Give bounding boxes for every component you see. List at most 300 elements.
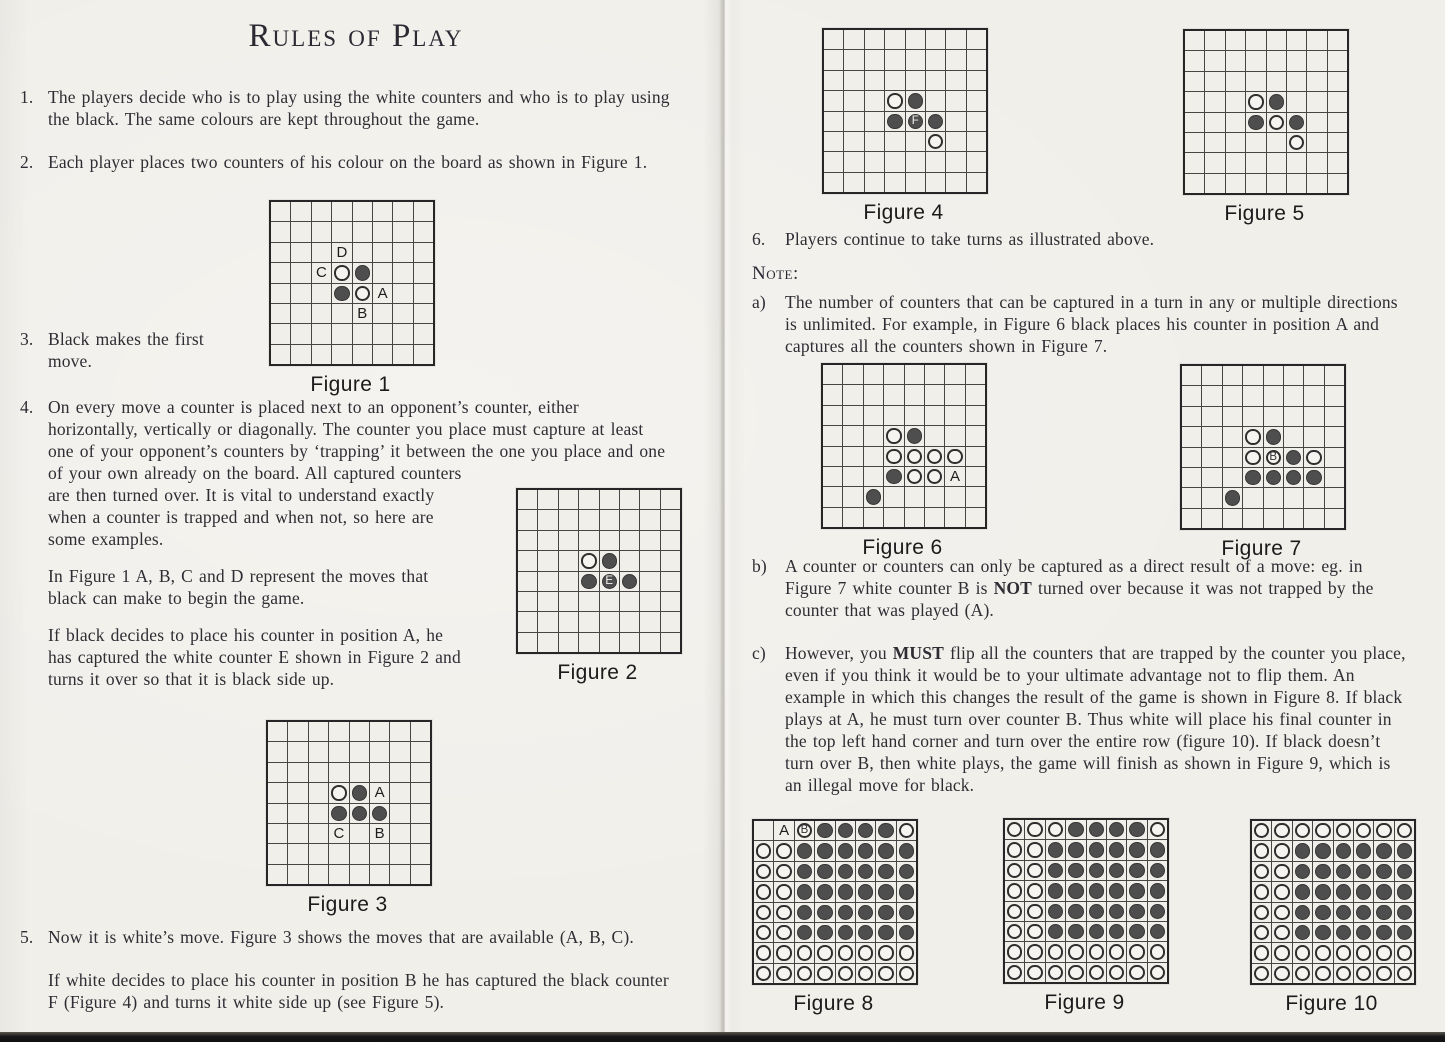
board-cell: [1246, 153, 1265, 172]
board-cell: [1313, 923, 1332, 942]
board-cell: [1252, 841, 1271, 860]
board-cell: [856, 841, 875, 860]
board-cell: [373, 284, 392, 303]
board-cell: [864, 508, 883, 527]
board-cell: [1307, 72, 1326, 91]
board-cell: [966, 385, 985, 404]
board-cell: [353, 202, 372, 221]
board-cell: [271, 222, 290, 241]
board-cell: [1307, 113, 1326, 132]
black-counter: [878, 823, 894, 839]
board-cell: [1313, 964, 1332, 983]
board-cell: [332, 345, 351, 364]
board-cell: [885, 132, 904, 151]
white-counter: [1269, 115, 1285, 131]
board-cell: [1307, 153, 1326, 172]
black-counter: [1048, 863, 1064, 879]
board-cell: [350, 722, 369, 741]
board-cell: [268, 783, 287, 802]
board-cell: [864, 467, 883, 486]
figure-2: [516, 488, 679, 685]
white-counter: [1150, 822, 1166, 838]
rule-item-2: [20, 151, 660, 173]
white-counter: [858, 966, 874, 982]
board-cell: [1374, 841, 1393, 860]
board-cell: [390, 783, 409, 802]
board-cell: [836, 964, 855, 983]
board-cell: [945, 406, 964, 425]
rule-2-number: 2.: [20, 152, 34, 172]
board-cell: [268, 804, 287, 823]
board-cell: [1325, 427, 1344, 446]
board-cell: [926, 152, 945, 171]
board-cell: [353, 263, 372, 282]
board-cell: [1182, 427, 1201, 446]
board-cell: [925, 426, 944, 445]
white-counter: [928, 134, 944, 150]
board-cell: [1205, 133, 1224, 152]
board-cell: [268, 844, 287, 863]
board-cell: [945, 467, 964, 486]
board-cell: [774, 821, 793, 840]
board-cell: [836, 862, 855, 881]
white-counter: [1027, 863, 1043, 879]
board-cell: [795, 841, 814, 860]
rule-item-5: [20, 926, 720, 948]
white-counter: [1356, 966, 1372, 982]
board-cell: [518, 572, 537, 591]
board-cell: [1267, 174, 1286, 193]
figure-7-board: [1180, 364, 1346, 530]
black-counter: [1286, 450, 1302, 466]
board-cell: [1185, 51, 1204, 70]
board-cell: [1313, 943, 1332, 962]
board-cell: [925, 487, 944, 506]
board-cell: [1148, 881, 1167, 900]
black-counter: [1356, 843, 1372, 859]
board-cell: [774, 841, 793, 860]
board-cell: [579, 572, 598, 591]
figure-2-caption: Figure 2: [557, 661, 638, 685]
black-counter: [838, 843, 854, 859]
board-cell: [1272, 862, 1291, 881]
board-cell: [1127, 942, 1146, 961]
board-cell: [885, 30, 904, 49]
black-counter: [1306, 470, 1322, 486]
rule-1-text: The players decide who is to play using the white counters and who is to play using the black. The same colours are kept throughout the game.: [48, 87, 670, 129]
board-cell: [824, 91, 843, 110]
board-cell: [353, 324, 372, 343]
board-cell: [1182, 448, 1201, 467]
board-cell: [291, 345, 310, 364]
board-cell: [1066, 840, 1085, 859]
black-counter: [817, 905, 833, 921]
board-cell: [1066, 902, 1085, 921]
board-cell: [1307, 92, 1326, 111]
board-cell: [1354, 964, 1373, 983]
board-cell: [1267, 31, 1286, 50]
board-cell: [884, 447, 903, 466]
board-cell: [353, 345, 372, 364]
board-cell: [291, 324, 310, 343]
board-cell: [1293, 841, 1312, 860]
board-cell: [329, 763, 348, 782]
board-cell: [309, 763, 328, 782]
board-cell: [823, 467, 842, 486]
black-counter: [797, 884, 813, 900]
note-a-text: The number of counters that can be captured in a turn in any or multiple directions is unlimited. For example, in Figure 6 black places his counter in position A and captures all the counters shown in Figure 7.: [785, 292, 1398, 356]
board-cell: [1284, 427, 1303, 446]
black-counter: [838, 823, 854, 839]
white-counter: [1007, 822, 1023, 838]
board-cell: [1185, 113, 1204, 132]
board-cell: [268, 722, 287, 741]
board-cell: [1243, 468, 1262, 487]
board-cell: [754, 821, 773, 840]
board-cell: [885, 173, 904, 192]
black-counter: [817, 843, 833, 859]
board-cell: [332, 324, 351, 343]
black-counter: [1295, 925, 1311, 941]
board-cell: [856, 821, 875, 840]
board-cell: [1395, 841, 1414, 860]
white-counter: [1027, 904, 1043, 920]
board-cell: [559, 633, 578, 652]
board-cell: [815, 821, 834, 840]
board-cell: [1087, 881, 1106, 900]
board-cell: [1185, 31, 1204, 50]
board-cell: [1243, 407, 1262, 426]
white-counter: [1274, 884, 1290, 900]
board-cell: [946, 173, 965, 192]
board-cell: [350, 865, 369, 884]
board-cell: [1148, 840, 1167, 859]
board-cell: [1313, 841, 1332, 860]
board-cell: [844, 112, 863, 131]
board-cell: [579, 551, 598, 570]
board-cell: [824, 112, 843, 131]
board-cell: [332, 263, 351, 282]
board-cell: [312, 284, 331, 303]
board-cell: [815, 903, 834, 922]
white-counter: [838, 966, 854, 982]
figure-9-board: [1003, 818, 1169, 984]
board-cell: [1246, 51, 1265, 70]
white-counter: [1376, 966, 1392, 982]
board-cell: [774, 923, 793, 942]
board-cell: [393, 304, 412, 323]
board-cell: [288, 763, 307, 782]
board-cell: [1252, 821, 1271, 840]
board-cell: [1025, 881, 1044, 900]
black-counter: [858, 843, 874, 859]
board-cell: [926, 173, 945, 192]
board-cell: [1246, 113, 1265, 132]
black-counter: [878, 884, 894, 900]
board-cell: [906, 71, 925, 90]
black-counter: [899, 905, 915, 921]
white-counter: [1027, 842, 1043, 858]
board-cell: [1284, 407, 1303, 426]
board-cell: [329, 783, 348, 802]
board-cell: [1223, 509, 1242, 528]
white-counter: [1397, 966, 1413, 982]
board-cell: [309, 783, 328, 802]
board-cell: [1252, 903, 1271, 922]
board-cell: [579, 633, 598, 652]
white-counter: [1274, 925, 1290, 941]
board-cell: [309, 824, 328, 843]
board-cell: [795, 903, 814, 922]
black-counter: [1068, 924, 1084, 940]
white-counter: [1089, 944, 1105, 960]
board-cell: [1354, 821, 1373, 840]
white-counter: [1027, 883, 1043, 899]
board-cell: [1395, 964, 1414, 983]
board-cell: [1243, 366, 1262, 385]
black-counter: [1376, 905, 1392, 921]
black-counter: [1089, 904, 1105, 920]
black-counter: [858, 884, 874, 900]
board-cell: [754, 841, 773, 860]
board-cell: [620, 531, 639, 550]
white-counter: [1315, 966, 1331, 982]
board-cell: [1354, 903, 1373, 922]
black-counter: [1068, 822, 1084, 838]
board-cell: [414, 284, 433, 303]
board-cell: [876, 964, 895, 983]
white-counter: [1048, 944, 1064, 960]
white-counter: [1129, 965, 1145, 981]
board-cell: [329, 824, 348, 843]
board-cell: [620, 510, 639, 529]
paragraph-white-move: If white decides to place his counter in position B he has captured the black counter F (Figure 4) and turns it white side up (see Figure 5).: [48, 970, 669, 1012]
board-cell: [1334, 841, 1353, 860]
board-cell: [640, 531, 659, 550]
board-cell: [1202, 509, 1221, 528]
board-cell: [1205, 113, 1224, 132]
board-cell: [1107, 881, 1126, 900]
black-counter: [1089, 883, 1105, 899]
board-cell: [843, 487, 862, 506]
figure-8-caption: Figure 8: [793, 992, 874, 1016]
board-cell: [1202, 448, 1221, 467]
board-cell: [309, 865, 328, 884]
white-counter: [886, 428, 902, 444]
board-cell: [1182, 386, 1201, 405]
board-cell: [1395, 943, 1414, 962]
board-cell: [897, 841, 916, 860]
board-cell: [905, 487, 924, 506]
board-cell: [332, 222, 351, 241]
board-cell: [1005, 963, 1024, 982]
board-cell: [312, 202, 331, 221]
board-cell: [600, 490, 619, 509]
board-cell: [1304, 366, 1323, 385]
figure-1-caption: Figure 1: [310, 373, 391, 397]
board-cell: [414, 263, 433, 282]
board-cell: [823, 487, 842, 506]
board-cell: [538, 510, 557, 529]
board-cell: [754, 862, 773, 881]
board-cell: [559, 531, 578, 550]
white-counter: [1254, 966, 1270, 982]
board-cell: [370, 865, 389, 884]
black-counter: [838, 864, 854, 880]
black-counter: [1376, 884, 1392, 900]
black-counter: [1266, 429, 1282, 445]
board-cell: [754, 964, 773, 983]
board-cell: [1325, 509, 1344, 528]
black-counter: [838, 905, 854, 921]
board-cell: [271, 324, 290, 343]
board-cell: [312, 324, 331, 343]
page-fold-crease: [703, 0, 745, 1042]
board-cell: [640, 510, 659, 529]
board-cell: [559, 551, 578, 570]
board-cell: [905, 447, 924, 466]
white-counter: [776, 884, 792, 900]
board-cell: [1267, 51, 1286, 70]
black-counter: [1286, 470, 1302, 486]
black-counter: [1129, 842, 1145, 858]
board-cell: [967, 71, 986, 90]
board-cell: [288, 722, 307, 741]
board-cell: [1226, 174, 1245, 193]
white-counter: [1254, 843, 1270, 859]
board-cell: [1223, 448, 1242, 467]
board-cell: [844, 173, 863, 192]
board-cell: [1046, 942, 1065, 961]
figure-4: [822, 28, 985, 225]
board-cell: [844, 91, 863, 110]
board-cell: [291, 222, 310, 241]
board-cell: [1226, 153, 1245, 172]
white-counter: [1245, 429, 1261, 445]
black-counter: [899, 925, 915, 941]
board-cell: [1087, 902, 1106, 921]
board-cell: [329, 742, 348, 761]
board-cell: [1287, 92, 1306, 111]
black-counter: [1225, 490, 1241, 506]
board-cell: [856, 882, 875, 901]
black-counter: [1150, 904, 1166, 920]
board-cell: [1046, 820, 1065, 839]
board-cell: [620, 633, 639, 652]
note-c-letter: c): [752, 643, 766, 663]
white-counter: [1274, 843, 1290, 859]
white-counter: [1007, 924, 1023, 940]
board-cell: [579, 490, 598, 509]
board-cell: [1025, 922, 1044, 941]
white-counter: [907, 449, 923, 465]
board-cell: [1354, 923, 1373, 942]
board-cell: [967, 132, 986, 151]
board-cell: [823, 385, 842, 404]
board-cell: [1046, 902, 1065, 921]
black-counter: [1336, 843, 1352, 859]
black-counter: [1289, 115, 1305, 131]
figure-6: [821, 363, 984, 560]
board-cell: [390, 844, 409, 863]
black-counter: [1068, 904, 1084, 920]
board-cell: [966, 447, 985, 466]
white-counter: [1274, 905, 1290, 921]
board-cell: [966, 365, 985, 384]
board-cell: [836, 903, 855, 922]
board-cell: [897, 903, 916, 922]
board-cell: [824, 132, 843, 151]
board-cell: [309, 804, 328, 823]
black-counter: [1315, 843, 1331, 859]
board-cell: [1293, 943, 1312, 962]
white-counter: [927, 449, 943, 465]
board-cell: [876, 841, 895, 860]
board-cell: [1226, 31, 1245, 50]
board-cell: [579, 510, 598, 529]
board-cell: [1313, 882, 1332, 901]
board-cell: [393, 222, 412, 241]
board-cell: [1307, 133, 1326, 152]
board-cell: [865, 112, 884, 131]
board-cell: [884, 487, 903, 506]
board-cell: [1223, 427, 1242, 446]
board-cell: [1325, 448, 1344, 467]
board-cell: [390, 722, 409, 741]
board-cell: [836, 943, 855, 962]
board-cell: [824, 30, 843, 49]
board-cell: [885, 112, 904, 131]
board-cell: [271, 243, 290, 262]
cell-label: C: [333, 825, 345, 843]
board-cell: [967, 30, 986, 49]
black-counter: [1109, 924, 1125, 940]
white-counter: [756, 925, 772, 941]
board-cell: [373, 263, 392, 282]
rule-1-number: 1.: [20, 87, 34, 107]
note-b-letter: b): [752, 556, 767, 576]
board-cell: [1264, 488, 1283, 507]
board-cell: [1226, 113, 1245, 132]
board-cell: [945, 508, 964, 527]
board-cell: [661, 612, 680, 631]
white-counter: [1007, 842, 1023, 858]
board-cell: [844, 30, 863, 49]
board-cell: [1304, 488, 1323, 507]
board-cell: [1395, 821, 1414, 840]
board-cell: [823, 406, 842, 425]
board-cell: [884, 467, 903, 486]
board-cell: [1182, 366, 1201, 385]
board-cell: [1374, 882, 1393, 901]
board-cell: [329, 865, 348, 884]
board-cell: [1307, 31, 1326, 50]
board-cell: [1226, 72, 1245, 91]
board-cell: [1127, 820, 1146, 839]
figure-9: [1003, 818, 1166, 1015]
board-cell: [876, 903, 895, 922]
board-cell: [795, 964, 814, 983]
rule-4-text-b: place and one of your own already on the board. All captured counters are then turned over. It is vital to understand exactly when a counter is trapped and when not, so here are some examples.: [48, 441, 666, 549]
black-counter: [797, 925, 813, 941]
note-label: Note:: [752, 263, 799, 284]
board-cell: [1293, 903, 1312, 922]
white-counter: [756, 945, 772, 961]
board-cell: [945, 447, 964, 466]
board-cell: [640, 633, 659, 652]
black-counter: [1336, 925, 1352, 941]
board-cell: [1246, 92, 1265, 111]
